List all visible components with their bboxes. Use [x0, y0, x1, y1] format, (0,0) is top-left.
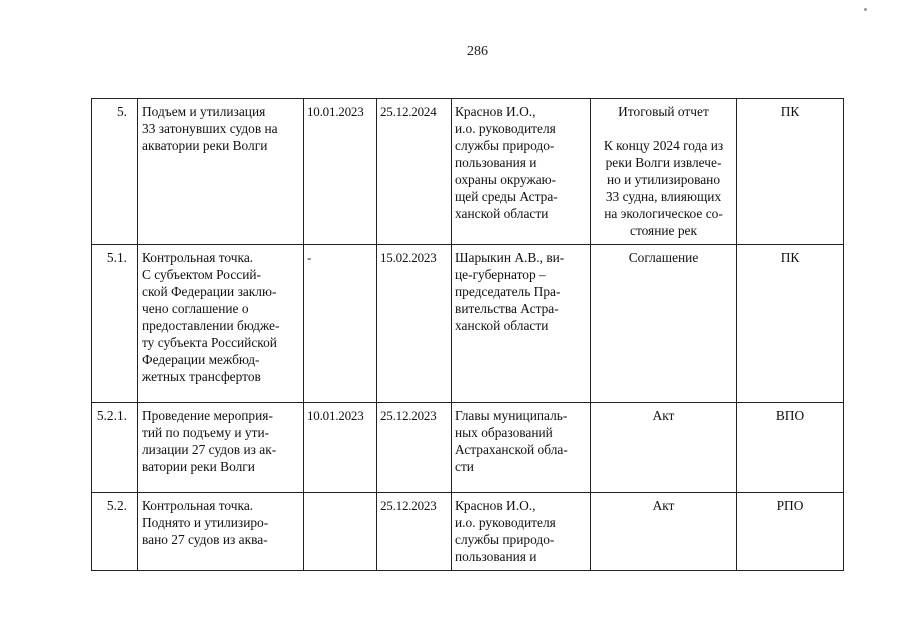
item-number: 5. [116, 104, 127, 119]
result-description: Акт [652, 408, 675, 423]
table-row [92, 99, 844, 245]
item-title: Контрольная точка. С субъектом Россий- ской Федерации заклю- чено соглашение о предоставлении бюдже- ту субъекта Российской Федерации межбюд- жетных трансфертов [142, 250, 280, 384]
control-level: ПК [780, 250, 800, 265]
item-number: 5.1. [106, 250, 127, 265]
item-number: 5.2. [106, 498, 127, 513]
item-number: 5.2.1. [96, 408, 127, 423]
end-date: 25.12.2023 [380, 498, 437, 513]
scan-mark [864, 8, 867, 11]
result-description: Соглашение [628, 250, 699, 265]
control-level: РПО [776, 498, 804, 513]
start-date: - [307, 250, 312, 265]
page-number: 286 [467, 44, 488, 59]
result-description: Акт [652, 498, 675, 513]
control-level: ПК [780, 104, 800, 119]
item-title: Подъем и утилизация 33 затонувших судов на акватории реки Волги [142, 104, 278, 153]
responsible-person: Шарыкин А.В., ви- це-губернатор – председатель Пра- вительства Астра- ханской области [455, 250, 565, 333]
item-title: Проведение мероприя- тий по подъему и ути- лизации 27 судов из ак- ватории реки Волги [142, 408, 277, 474]
end-date: 25.12.2024 [380, 104, 437, 119]
start-date: 10.01.2023 [307, 104, 364, 119]
responsible-person: Краснов И.О., и.о. руководителя службы природо- пользования и [455, 498, 556, 564]
end-date: 25.12.2023 [380, 408, 437, 423]
table-row [92, 245, 844, 403]
item-title: Контрольная точка. Поднято и утилизиро- вано 27 судов из аква- [142, 498, 269, 547]
table-row [92, 403, 844, 493]
start-date [304, 493, 376, 500]
responsible-person: Краснов И.О., и.о. руководителя службы природо- пользования и охраны окружаю- щей среды Астра- ханской области [455, 104, 558, 221]
control-level: ВПО [775, 408, 805, 423]
start-date: 10.01.2023 [307, 408, 364, 423]
responsible-person: Главы муниципаль- ных образований Астраханской обла- сти [455, 408, 568, 474]
table-row [92, 493, 844, 571]
end-date: 15.02.2023 [380, 250, 437, 265]
result-description: Итоговый отчет К концу 2024 года из реки Волги извлече- но и утилизировано 33 судна, влияющих на экологическое со- стояние рек [603, 104, 724, 238]
plan-table [91, 98, 844, 571]
